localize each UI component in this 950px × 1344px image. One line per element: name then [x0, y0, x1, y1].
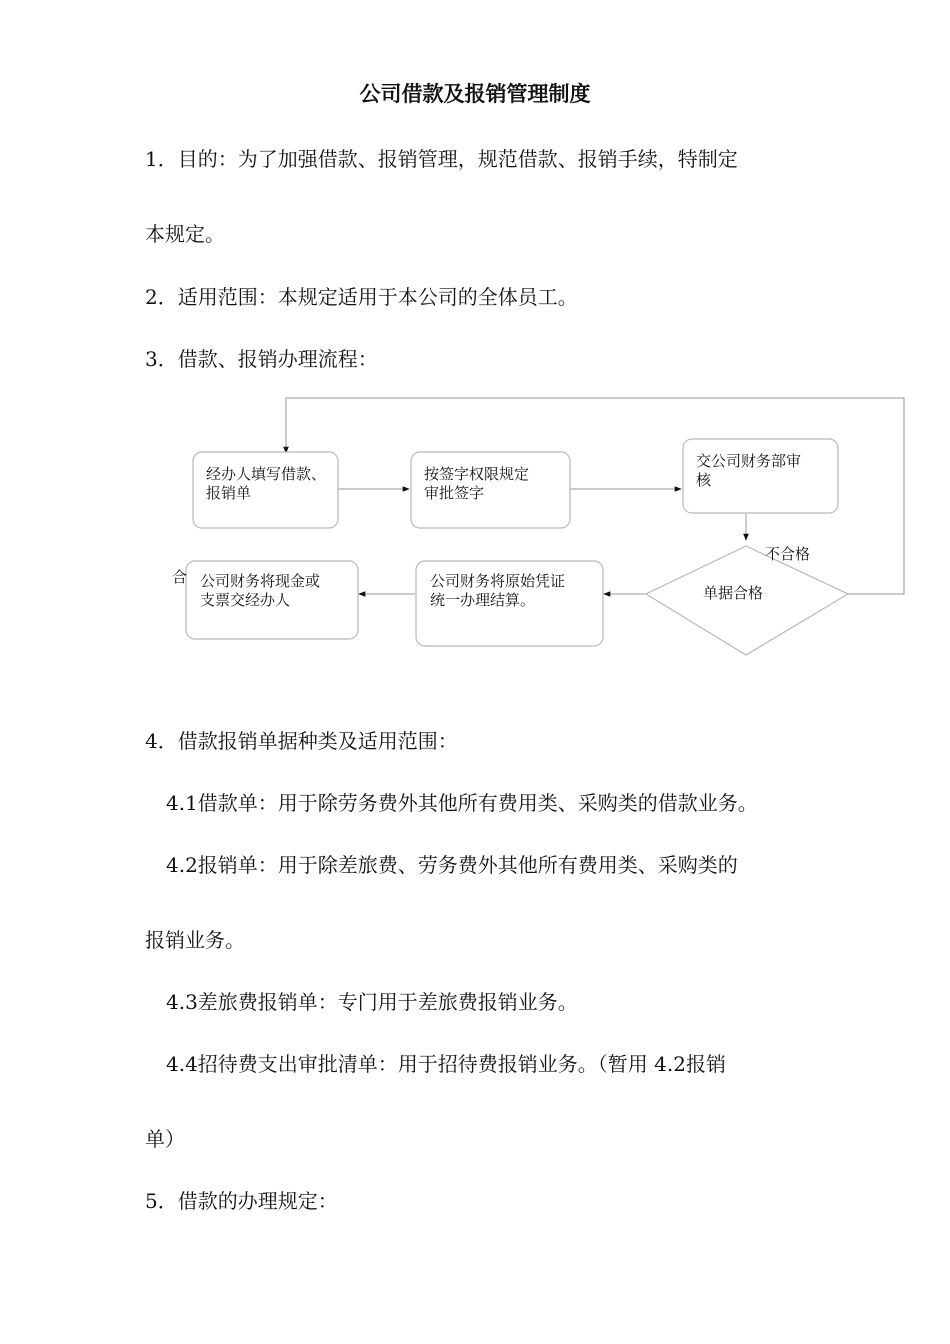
node-fill-form [193, 452, 338, 528]
paragraph-doc-types-heading: 4．借款报销单据种类及适用范围： [145, 729, 458, 753]
label-not-ok: 不合格 [765, 545, 811, 563]
paragraph-purpose: 1．目的：为了加强借款、报销管理，规范借款、报销手续，特制定 [145, 147, 738, 171]
page-title: 公司借款及报销管理制度 [359, 82, 591, 106]
paragraph-4-3: 4.3差旅费报销单：专门用于差旅费报销业务。 [166, 990, 578, 1014]
paragraph-purpose-cont: 本规定。 [145, 222, 225, 246]
process-flowchart [0, 380, 950, 670]
node-doc-check-label: 单据合格 [703, 584, 764, 602]
node-pay-line1: 公司财务将现金或 [200, 572, 321, 590]
paragraph-process-heading: 3．借款、报销办理流程： [145, 347, 378, 371]
node-settle [416, 561, 603, 646]
node-fill-form-line1: 经办人填写借款、 [206, 465, 327, 483]
node-pay [186, 561, 358, 639]
node-submit-finance-line2: 核 [696, 471, 712, 489]
node-settle-line1: 公司财务将原始凭证 [430, 572, 566, 590]
paragraph-4-4: 4.4招待费支出审批清单：用于招待费报销业务。（暂用 4.2报销 [166, 1052, 726, 1076]
node-submit-finance [683, 439, 838, 513]
node-approve [411, 452, 570, 528]
paragraph-4-1: 4.1借款单：用于除劳务费外其他所有费用类、采购类的借款业务。 [166, 791, 758, 815]
paragraph-4-4-cont: 单） [145, 1127, 185, 1151]
paragraph-4-2-cont: 报销业务。 [145, 928, 245, 952]
node-pay-line2: 支票交经办人 [200, 591, 291, 609]
paragraph-scope: 2．适用范围：本规定适用于本公司的全体员工。 [145, 285, 578, 309]
node-settle-line2: 统一办理结算。 [430, 591, 536, 609]
node-fill-form-line2: 报销单 [206, 484, 252, 502]
node-doc-check [646, 546, 848, 655]
label-ok-partial: 合 [172, 568, 188, 586]
node-approve-line1: 按签字权限规定 [424, 465, 530, 483]
node-submit-finance-line1: 交公司财务部审 [696, 452, 802, 470]
paragraph-loan-rules-heading: 5．借款的办理规定： [145, 1189, 338, 1213]
paragraph-4-2: 4.2报销单：用于除差旅费、劳务费外其他所有费用类、采购类的 [166, 853, 738, 877]
node-approve-line2: 审批签字 [424, 484, 485, 502]
